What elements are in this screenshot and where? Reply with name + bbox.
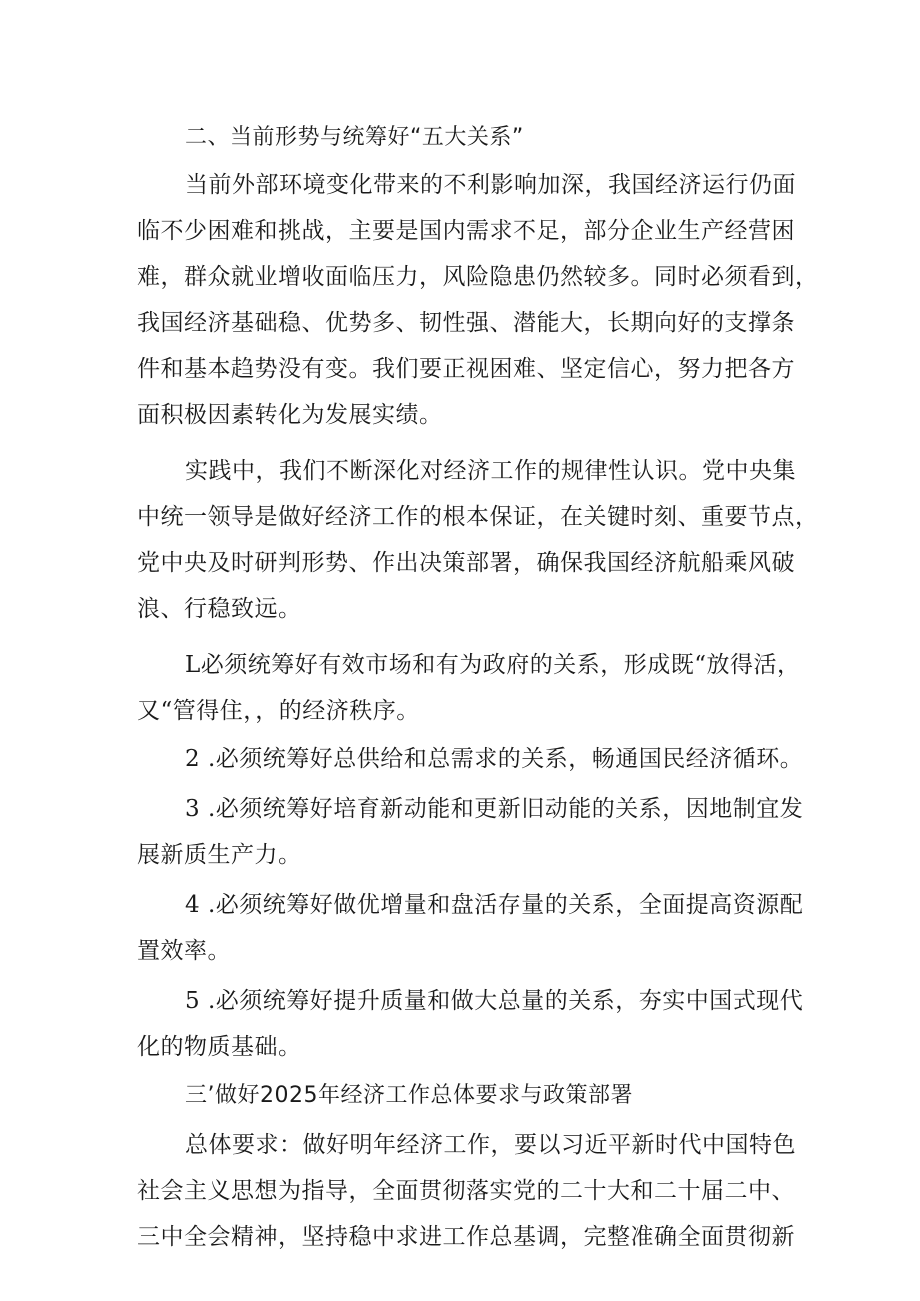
- list-item-line: 化的物质基础。: [137, 1034, 302, 1060]
- paragraph-line: 总体要求：做好明年经济工作，要以习近平新时代中国特色: [185, 1132, 796, 1158]
- paragraph-line: 社会主义思想为指导，全面贯彻落实党的二十大和二十届二中、: [137, 1178, 795, 1204]
- paragraph-line: 中统一领导是做好经济工作的根本保证，在关键时刻、重要节点，: [137, 504, 819, 530]
- paragraph-line: 浪、行稳致远。: [137, 596, 302, 622]
- list-item-line: 2 .必须统筹好总供给和总需求的关系，畅通国民经济循环。: [185, 746, 804, 772]
- paragraph-line: 三中全会精神，坚持稳中求进工作总基调，完整准确全面贯彻新: [137, 1224, 795, 1250]
- paragraph-line: 党中央及时研判形势、作出决策部署，确保我国经济航船乘风破: [137, 550, 795, 576]
- list-item-line: 又“管得住，，的经济秩序。: [137, 698, 420, 724]
- paragraph-line: 我国经济基础稳、优势多、韧性强、潜能大，长期向好的支撑条: [137, 310, 795, 336]
- paragraph-line: 当前外部环境变化带来的不利影响加深，我国经济运行仍面: [185, 172, 796, 198]
- paragraph-line: 实践中，我们不断深化对经济工作的规律性认识。党中央集: [185, 458, 796, 484]
- list-item-line: 展新质生产力。: [137, 842, 302, 868]
- paragraph-line: 临不少困难和挑战，主要是国内需求不足，部分企业生产经营困: [137, 218, 795, 244]
- section-heading: 二、当前形势与统筹好“五大关系”: [185, 125, 524, 150]
- paragraph-line: 难，群众就业增收面临压力，风险隐患仍然较多。同时必须看到，: [137, 264, 819, 290]
- list-item-line: 5 .必须统筹好提升质量和做大总量的关系，夯实中国式现代: [185, 988, 804, 1014]
- list-item-line: 3 .必须统筹好培育新动能和更新旧动能的关系，因地制宜发: [185, 796, 804, 822]
- paragraph-line: 面积极因素转化为发展实绩。: [137, 402, 443, 428]
- section-heading: 三’做好2025年经济工作总体要求与政策部署: [185, 1083, 633, 1108]
- paragraph-line: 件和基本趋势没有变。我们要正视困难、坚定信心，努力把各方: [137, 356, 795, 382]
- list-item-line: 4 .必须统筹好做优增量和盘活存量的关系，全面提高资源配: [185, 892, 804, 918]
- list-item-line: L必须统筹好有效市场和有为政府的关系，形成既“放得活，: [185, 652, 801, 678]
- list-item-line: 置效率。: [137, 938, 231, 964]
